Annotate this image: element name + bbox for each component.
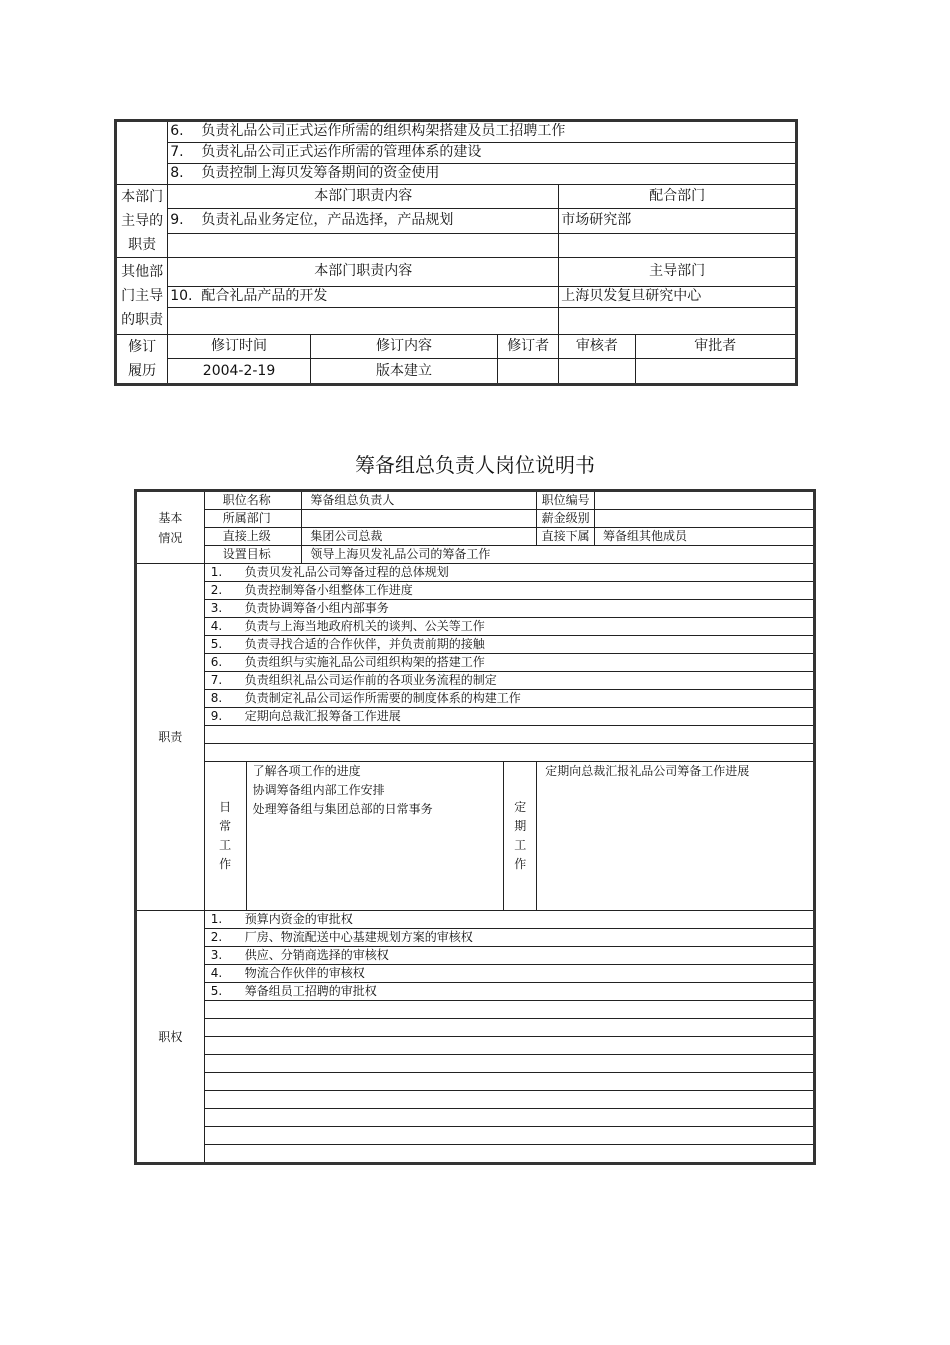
duty-row: 10. 配合礼品产品的开发 xyxy=(168,287,559,308)
authority-item: 5. 筹备组员工招聘的审批权 xyxy=(204,983,814,1001)
revision-content-header: 修订内容 xyxy=(310,335,497,359)
empty-row xyxy=(204,1145,814,1164)
reviser-value xyxy=(498,359,559,385)
job-title-label: 职位名称 xyxy=(204,491,302,510)
direct-superior-label: 直接上级 xyxy=(204,528,302,546)
job-title-value: 筹备组总负责人 xyxy=(302,491,537,510)
reviser-header: 修订者 xyxy=(498,335,559,359)
duty-row: 9. 负责礼品业务定位，产品选择，产品规划 xyxy=(168,209,559,233)
duty-item: 6. 负责组织与实施礼品公司组织构架的搭建工作 xyxy=(204,654,814,672)
reviewer-value xyxy=(559,359,635,385)
partner-dept-header: 配合部门 xyxy=(559,185,797,209)
salary-grade-value xyxy=(595,510,815,528)
content-header: 本部门职责内容 xyxy=(168,258,559,287)
authority-item: 1. 预算内资金的审批权 xyxy=(204,911,814,929)
duty-item: 5. 负责寻找合适的合作伙伴，并负责前期的接触 xyxy=(204,636,814,654)
direct-subordinate-value: 筹备组其他成员 xyxy=(595,528,815,546)
duty-row: 6. 负责礼品公司正式运作所需的组织构架搭建及员工招聘工作 xyxy=(168,121,797,143)
approver-value xyxy=(635,359,797,385)
empty-row xyxy=(204,1127,814,1145)
empty-row xyxy=(204,1073,814,1091)
revision-history-label: 修订 履历 xyxy=(116,335,168,385)
empty-row xyxy=(204,1037,814,1055)
empty-cell xyxy=(168,233,559,257)
authority-item: 3. 供应、分销商选择的审核权 xyxy=(204,947,814,965)
job-code-label: 职位编号 xyxy=(537,491,595,510)
duty-row: 7. 负责礼品公司正式运作所需的管理体系的建设 xyxy=(168,143,797,164)
duty-item: 4. 负责与上海当地政府机关的谈判、公关等工作 xyxy=(204,618,814,636)
document-title: 筹备组总负责人岗位说明书 xyxy=(355,453,595,477)
content-header: 本部门职责内容 xyxy=(168,185,559,209)
empty-cell xyxy=(168,308,559,335)
duties-label: 职责 xyxy=(136,564,205,911)
approver-header: 审批者 xyxy=(635,335,797,359)
lead-dept-value: 上海贝发复旦研究中心 xyxy=(559,287,797,308)
other-duties-label: 其他部 门主导 的职责 xyxy=(116,258,168,335)
goal-value: 领导上海贝发礼品公司的筹备工作 xyxy=(302,546,815,564)
revision-date-value: 2004-2-19 xyxy=(168,359,311,385)
empty-cell xyxy=(559,308,797,335)
periodic-work-content: 定期向总裁汇报礼品公司筹备工作进展 xyxy=(537,762,815,911)
empty-row xyxy=(204,744,814,762)
daily-work-label: 日 常 工 作 xyxy=(204,762,246,911)
job-description-table xyxy=(134,489,816,1165)
revision-content-value: 版本建立 xyxy=(310,359,497,385)
empty-row xyxy=(204,1109,814,1127)
duty-item: 7. 负责组织礼品公司运作前的各项业务流程的制定 xyxy=(204,672,814,690)
partner-dept-value: 市场研究部 xyxy=(559,209,797,233)
duty-item: 8. 负责制定礼品公司运作所需要的制度体系的构建工作 xyxy=(204,690,814,708)
empty-row xyxy=(204,1019,814,1037)
revision-date-header: 修订时间 xyxy=(168,335,311,359)
authority-label: 职权 xyxy=(136,911,205,1164)
duty-row: 8. 负责控制上海贝发筹备期间的资金使用 xyxy=(168,164,797,185)
empty-row xyxy=(204,726,814,744)
led-duties-label: 本部门 主导的 职责 xyxy=(116,185,168,258)
department-label: 所属部门 xyxy=(204,510,302,528)
direct-superior-value: 集团公司总裁 xyxy=(302,528,537,546)
duty-item: 9. 定期向总裁汇报筹备工作进展 xyxy=(204,708,814,726)
empty-cell xyxy=(559,233,797,257)
blank-side-cell xyxy=(116,121,168,185)
empty-row xyxy=(204,1091,814,1109)
job-code-value xyxy=(595,491,815,510)
duty-item: 3. 负责协调筹备小组内部事务 xyxy=(204,600,814,618)
basic-info-label: 基本 情况 xyxy=(136,491,205,564)
goal-label: 设置目标 xyxy=(204,546,302,564)
periodic-work-label: 定 期 工 作 xyxy=(504,762,537,911)
lead-dept-header: 主导部门 xyxy=(559,258,797,287)
responsibility-table-continued xyxy=(114,119,798,386)
direct-subordinate-label: 直接下属 xyxy=(537,528,595,546)
duty-item: 2. 负责控制筹备小组整体工作进度 xyxy=(204,582,814,600)
reviewer-header: 审核者 xyxy=(559,335,635,359)
empty-row xyxy=(204,1001,814,1019)
authority-item: 2. 厂房、物流配送中心基建规划方案的审核权 xyxy=(204,929,814,947)
duty-item: 1. 负责贝发礼品公司筹备过程的总体规划 xyxy=(204,564,814,582)
salary-grade-label: 薪金级别 xyxy=(537,510,595,528)
daily-work-content: 了解各项工作的进度 协调筹备组内部工作安排 处理筹备组与集团总部的日常事务 xyxy=(246,762,504,911)
empty-row xyxy=(204,1055,814,1073)
authority-item: 4. 物流合作伙伴的审核权 xyxy=(204,965,814,983)
department-value xyxy=(302,510,537,528)
